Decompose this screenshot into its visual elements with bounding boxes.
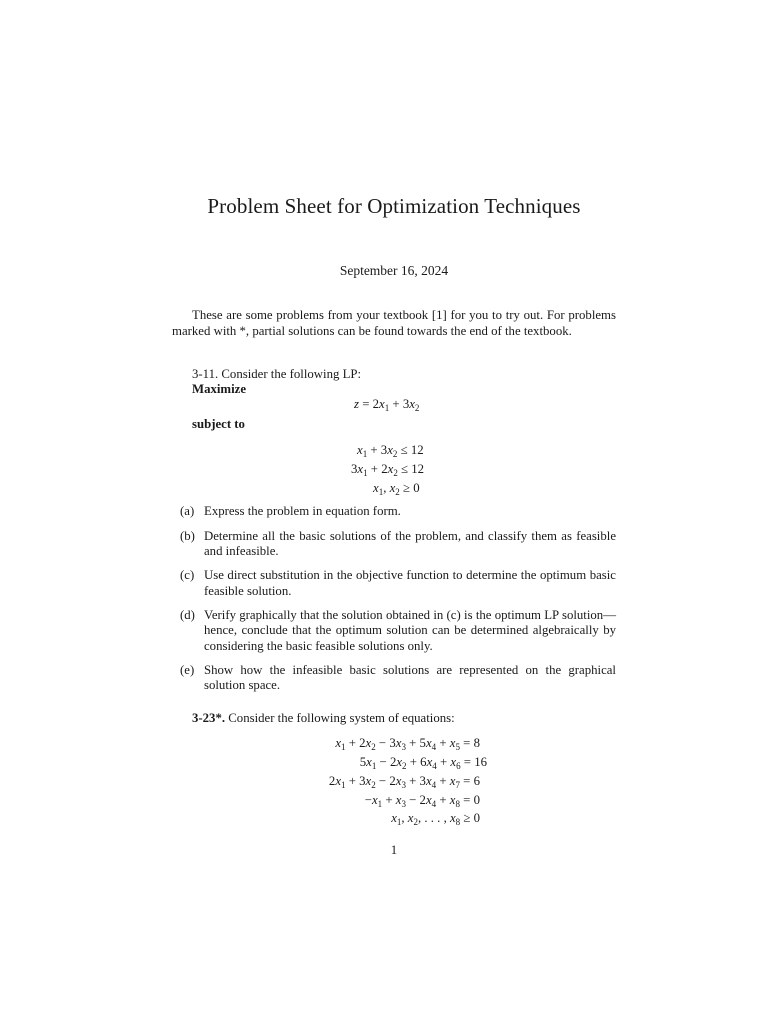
part-c: (c) Use direct substitution in the objective function to determine the optimum basic feasible solution. <box>180 568 616 598</box>
constraint-3: $x_1$, $x_2 \ge 0$ <box>373 481 420 497</box>
equation-3: $2x_1 + 3x_2 - 2x_3 + 3x_4 + x_7 = 6$ <box>328 774 480 790</box>
nonnegativity-constraint: $x_1$, $x_2$, . . . , $x_8 \ge 0$ <box>391 811 480 827</box>
problem-3-23-heading <box>192 711 455 726</box>
equation-1: $x_1 + 2x_2 - 3x_3 + 5x_4 + x_5 = 8$ <box>335 736 480 752</box>
subject-to-label: subject to <box>192 417 245 431</box>
document-date: September 16, 2024 <box>339 263 449 278</box>
equation-2: $5x_1 - 2x_2 + 6x_4 + x_6 = 16$ <box>359 755 487 771</box>
problem-3-11-parts <box>180 504 616 694</box>
intro-paragraph: These are some problems from your textbook [1] for you to try out. For problems marked with *, partial solutions can be found towards the end of the textbook. <box>172 308 616 338</box>
part-a: (a) Express the problem in equation form. <box>180 504 401 518</box>
problem-number: 3-11. <box>192 367 219 381</box>
problem-3-11-heading <box>192 367 361 382</box>
problem-number: 3-23*. <box>192 711 226 725</box>
constraint-2: $3x_1 + 2x_2 \le 12$ <box>351 462 425 478</box>
constraint-1: $x_1 + 3x_2 \le 12$ <box>357 443 424 459</box>
document-title: Problem Sheet for Optimization Techniques <box>207 194 581 218</box>
problem-intro: Consider the following LP: <box>221 367 362 381</box>
page-number: 1 <box>390 843 398 857</box>
part-d: (d) Verify graphically that the solution obtained in (c) is the optimum LP solution—hence, conclude that the optimum solution can be determined algebraically by considering the basic feasible solutions only. <box>180 607 616 653</box>
equation-4: $-x_1 + x_3 - 2x_4 + x_8 = 0$ <box>364 793 480 809</box>
part-e: (e) Show how the infeasible basic solutions are represented on the graphical solution space. <box>180 662 616 693</box>
maximize-label: Maximize <box>192 382 247 396</box>
problem-intro: Consider the following system of equations: <box>228 711 455 725</box>
part-b: (b) Determine all the basic solutions of the problem, and classify them as feasible and infeasible. <box>180 528 616 559</box>
objective-function: $z = 2x_1 + 3x_2$ <box>354 397 420 413</box>
